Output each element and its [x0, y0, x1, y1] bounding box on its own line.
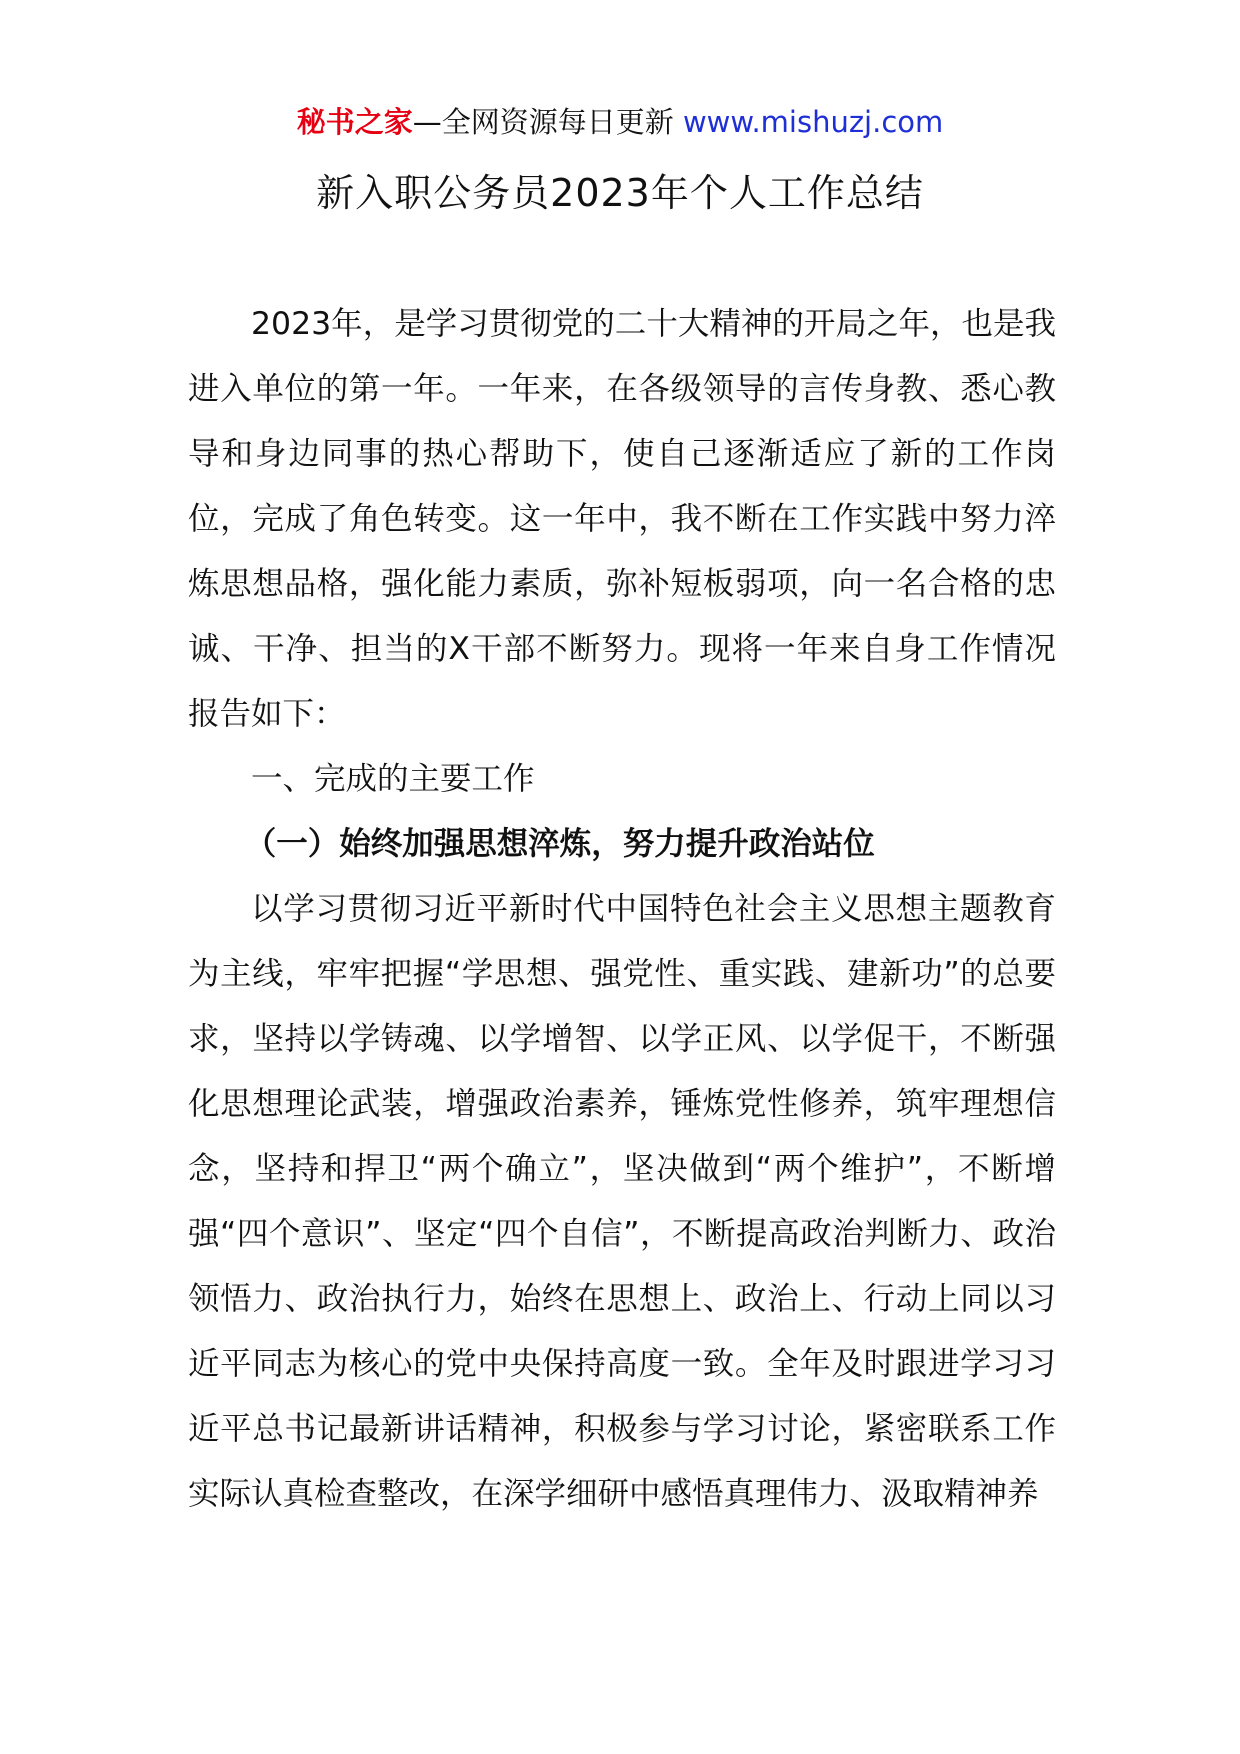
site-url-link[interactable]: www.mishuzj.com	[682, 105, 944, 139]
document-title: 新入职公务员2023年个人工作总结	[316, 171, 924, 215]
header-tagline: —全网资源每日更新	[412, 105, 674, 139]
subsection-paragraph: 以学习贯彻习近平新时代中国特色社会主义思想主题教育为主线，牢牢把握“学思想、强党性、重实践、建新功”的总要求，坚持以学铸魂、以学增智、以学正风、以学促干，不断强化思想理论武装，增强政治素养，锤炼党性修养，筑牢理想信念，坚持和捍卫“两个确立”，坚决做到“两个维护”，不断增强“四个意识”、坚定“四个自信”，不断提高政治判断力、政治领悟力、政治执行力，始终在思想上、政治上、行动上同以习近平同志为核心的党中央保持高度一致。全年及时跟进学习习近平总书记最新讲话精神，积极参与学习讨论，紧密联系工作实际认真检查整改，在深学细研中感悟真理伟力、汲取精神养	[188, 891, 1056, 1512]
section-heading: 一、完成的主要工作	[251, 761, 535, 797]
brand-name: 秘书之家	[296, 105, 413, 139]
document-body	[188, 292, 1056, 1527]
intro-paragraph: 2023年，是学习贯彻党的二十大精神的开局之年，也是我进入单位的第一年。一年来，在各级领导的言传身教、悉心教导和身边同事的热心帮助下，使自己逐渐适应了新的工作岗位，完成了角色转变。这一年中，我不断在工作实践中努力淬炼思想品格，强化能力素质，弥补短板弱项，向一名合格的忠诚、干净、担当的X干部不断努力。现将一年来自身工作情况报告如下：	[188, 306, 1056, 732]
site-header	[0, 102, 1240, 142]
subsection-heading: （一）始终加强思想淬炼，努力提升政治站位	[244, 826, 875, 862]
